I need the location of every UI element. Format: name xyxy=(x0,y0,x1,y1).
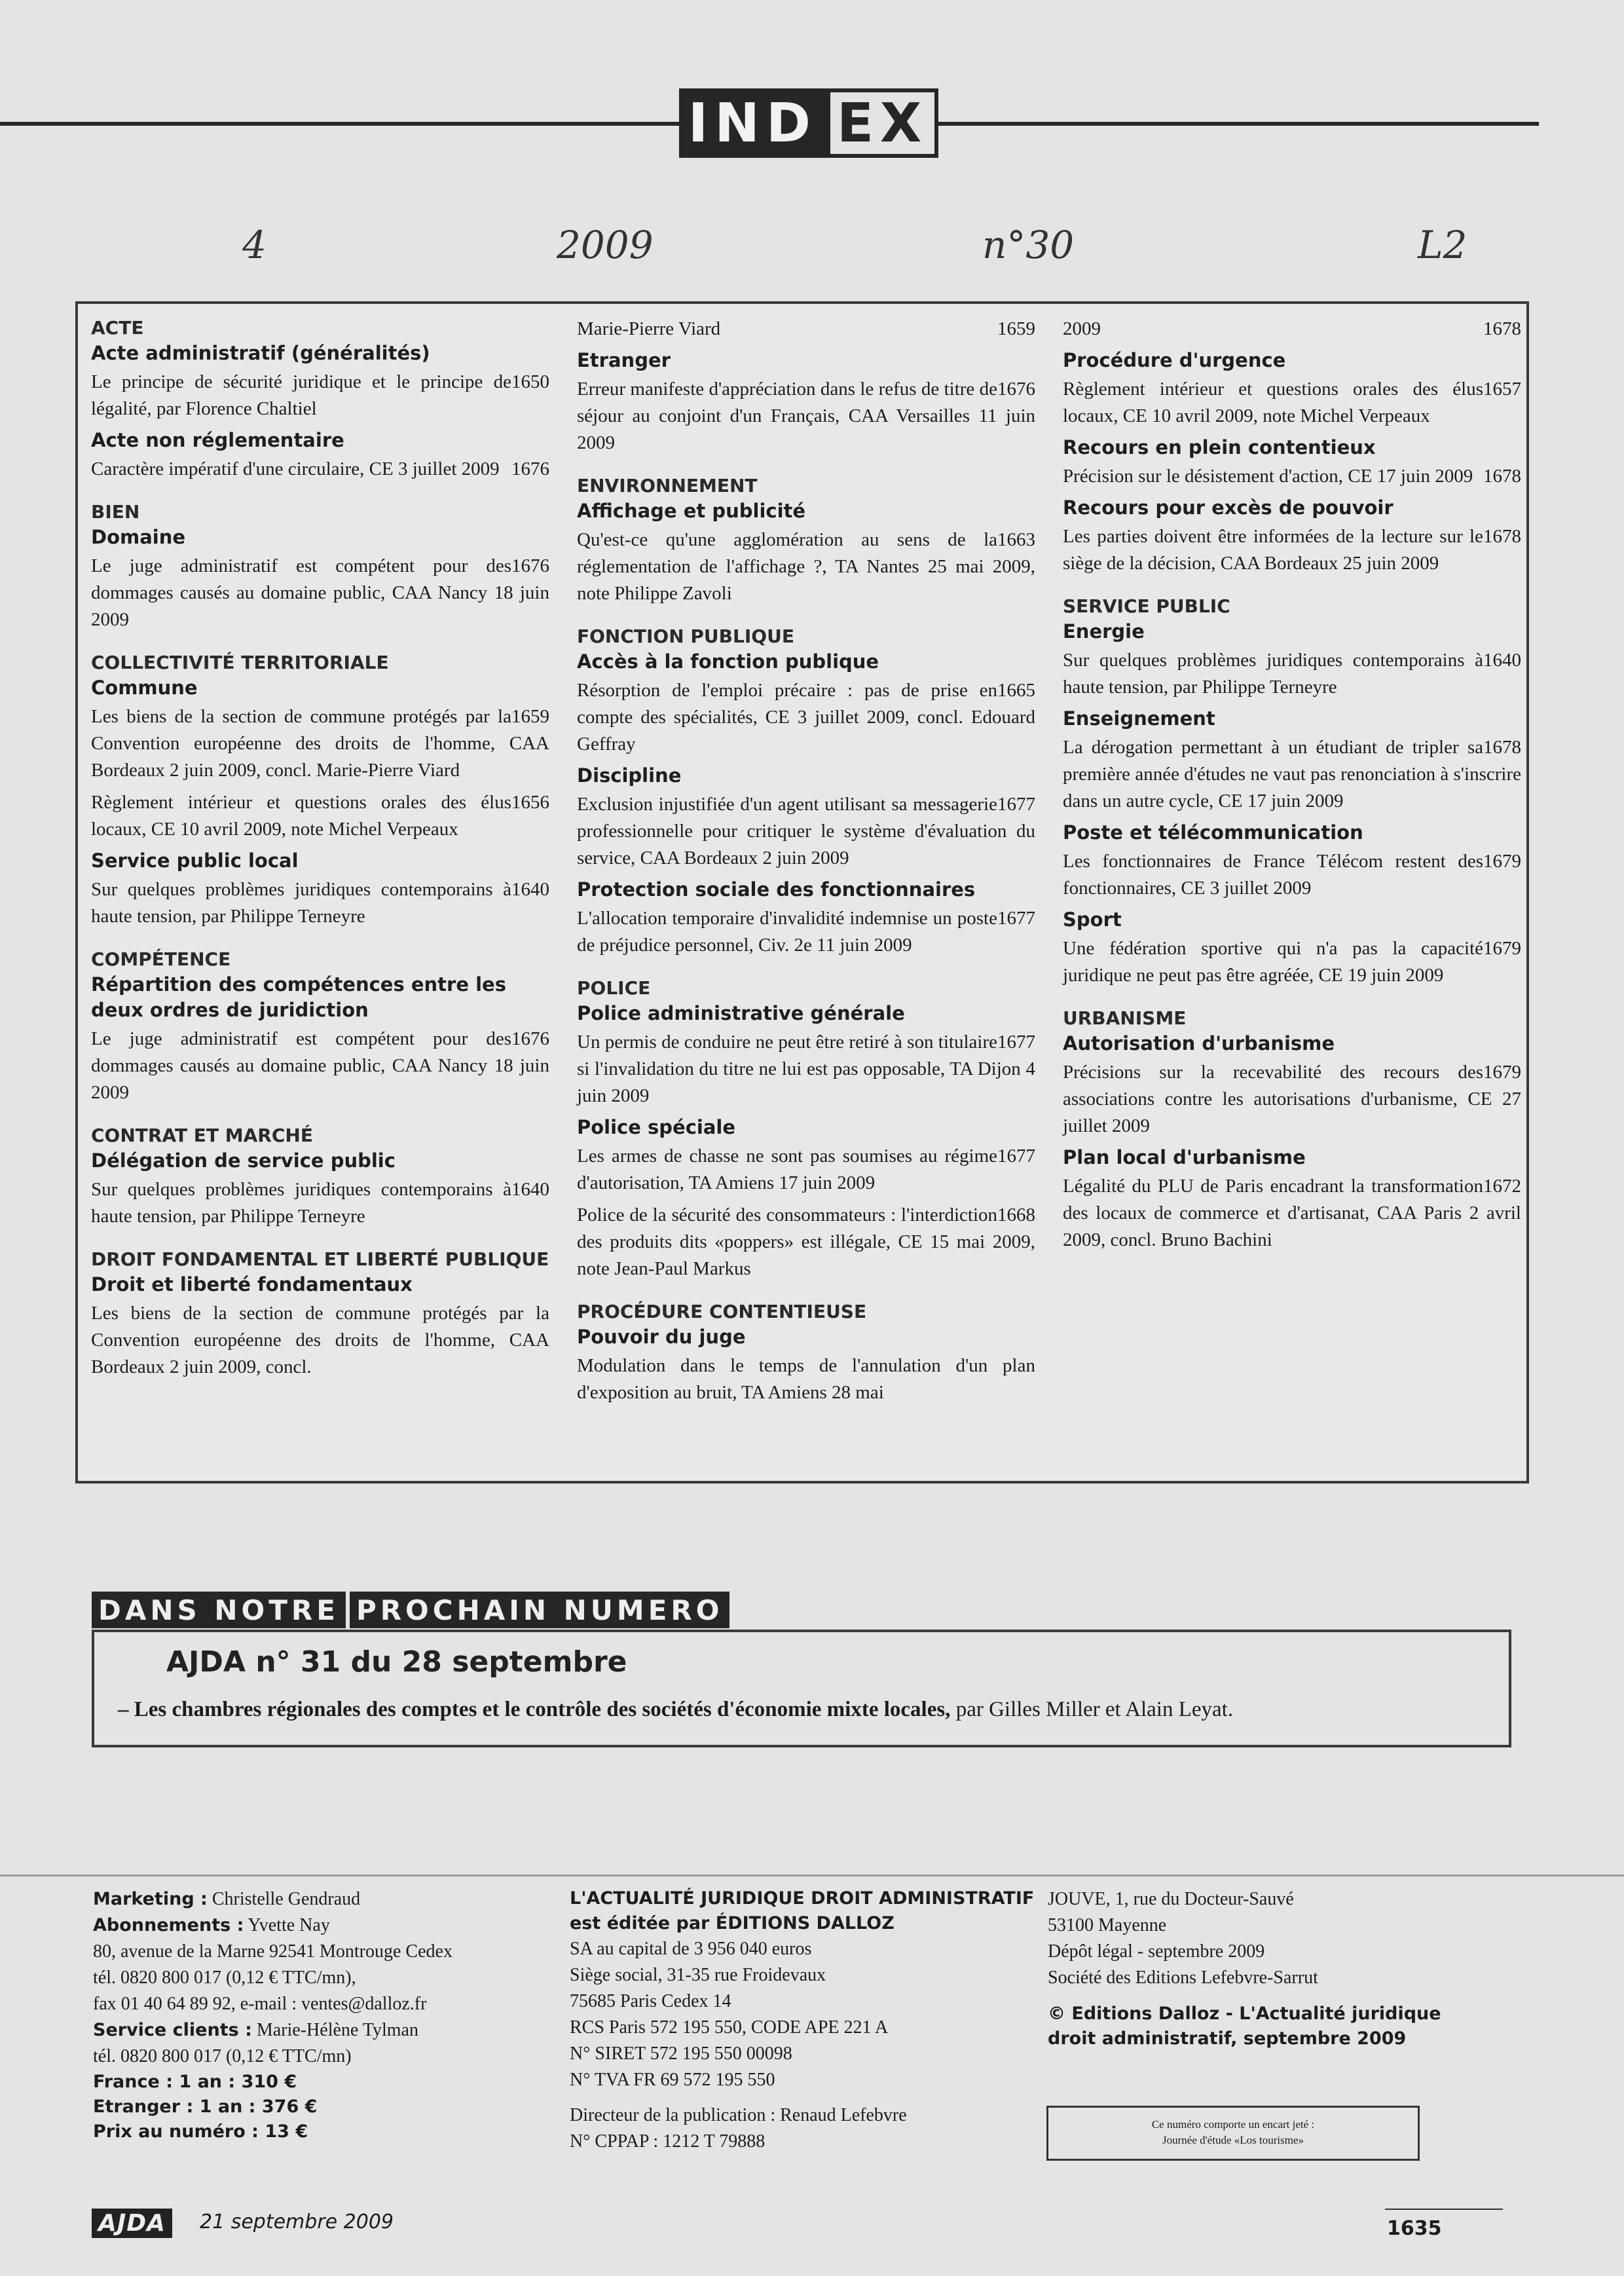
index-subheading: Domaine xyxy=(91,526,186,548)
clients-label: Service clients : xyxy=(93,2020,252,2040)
index-section-heading: CONTRAT ET MARCHÉ xyxy=(91,1125,313,1146)
publisher-rcs: RCS Paris 572 195 550, CODE APE 221 A xyxy=(570,2017,889,2038)
index-entry xyxy=(577,1029,1035,1110)
index-entry-page: 1676 xyxy=(511,1028,549,1049)
index-entry xyxy=(1063,523,1521,577)
clients-phone: tél. 0820 800 017 (0,12 € TTC/mn) xyxy=(93,2046,352,2066)
index-title xyxy=(688,88,929,158)
index-column-3 xyxy=(1063,316,1521,1259)
copyright-line-1: © Editions Dalloz - L'Actualité juridique xyxy=(1048,2004,1441,2024)
index-section-heading: COMPÉTENCE xyxy=(91,948,231,970)
publisher-siret: N° SIRET 572 195 550 00098 xyxy=(570,2043,792,2064)
index-entry-text: Le principe de sécurité juridique et le principe de légalité, par Florence Chaltiel xyxy=(91,371,511,419)
index-entry xyxy=(1063,463,1521,490)
index-section-heading: SERVICE PUBLIC xyxy=(1063,595,1230,617)
index-entry-page: 1640 xyxy=(1483,650,1521,671)
index-entry xyxy=(577,1143,1035,1197)
footer-contacts xyxy=(93,1886,578,2144)
index-subheading: Plan local d'urbanisme xyxy=(1063,1146,1306,1168)
footer-rule xyxy=(0,1875,1624,1876)
next-issue-article xyxy=(118,1698,1233,1722)
index-entry-page: 1659 xyxy=(511,706,549,727)
index-entry xyxy=(91,876,549,930)
next-issue-label-b: PROCHAIN NUMERO xyxy=(350,1592,730,1628)
printer-address: JOUVE, 1, rue du Docteur-Sauvé xyxy=(1048,1889,1294,1909)
ajda-logo: AJDA xyxy=(92,2209,172,2238)
index-subheading: Energie xyxy=(1063,620,1145,643)
index-entry-page: 1668 xyxy=(997,1204,1035,1225)
index-entry xyxy=(577,527,1035,607)
abonnements-label: Abonnements : xyxy=(93,1915,244,1935)
index-entry-page: 1676 xyxy=(511,458,549,479)
index-section-heading: ACTE xyxy=(91,317,144,339)
index-entry-page: 1640 xyxy=(511,879,549,900)
copyright-line-2: droit administratif, septembre 2009 xyxy=(1048,2028,1407,2049)
index-subheading: Pouvoir du juge xyxy=(577,1326,746,1348)
index-entry xyxy=(577,905,1035,959)
index-subheading: Droit et liberté fondamentaux xyxy=(91,1273,413,1296)
handwritten-note-1: 4 xyxy=(242,223,267,267)
index-entry-page: 1679 xyxy=(1483,938,1521,959)
index-entry-text: Une fédération sportive qui n'a pas la capacité juridique ne peut pas être agréée, CE 19 juin 2009 xyxy=(1063,938,1483,986)
index-entry-page: 1676 xyxy=(997,379,1035,400)
index-entry xyxy=(91,1300,549,1381)
index-subheading: Commune xyxy=(91,677,198,699)
index-entry xyxy=(1063,1059,1521,1140)
index-subheading: Procédure d'urgence xyxy=(1063,349,1286,371)
publisher-city: 75685 Paris Cedex 14 xyxy=(570,1991,731,2011)
index-entry xyxy=(577,1353,1035,1406)
index-entry xyxy=(577,677,1035,758)
index-entry-page: 1679 xyxy=(1483,851,1521,872)
index-subheading: Accès à la fonction publique xyxy=(577,650,879,673)
index-entry-text: Le juge administratif est compétent pour des dommages causés au domaine public, CAA Nancy 18 juin 2009 xyxy=(91,555,549,630)
index-entry-text: Le juge administratif est compétent pour des dommages causés au domaine public, CAA Nancy 18 juin 2009 xyxy=(91,1028,549,1103)
clients-name: Marie-Hélène Tylman xyxy=(251,2020,418,2040)
index-entry-text: Caractère impératif d'une circulaire, CE 3 juillet 2009 xyxy=(91,458,500,479)
insert-notice xyxy=(1046,2106,1420,2161)
index-entry xyxy=(577,316,1035,343)
index-entry-text: Erreur manifeste d'appréciation dans le refus de titre de séjour au conjoint d'un Français, CAA Versailles 11 juin 2009 xyxy=(577,379,1035,453)
insert-notice-line-1: Ce numéro comporte un encart jeté : xyxy=(1151,2118,1315,2131)
index-entry-text: Exclusion injustifiée d'un agent utilisant sa messagerie professionnelle pour critiquer le système d'évaluation du service, CAA Bordeaux 2 juin 2009 xyxy=(577,794,1035,868)
index-entry-page: 1678 xyxy=(1483,318,1521,339)
legal-deposit: Dépôt légal - septembre 2009 xyxy=(1048,1941,1265,1962)
handwritten-note-2: 2009 xyxy=(557,223,654,267)
publisher-seat: Siège social, 31-35 rue Froidevaux xyxy=(570,1965,826,1985)
index-entry-page: 1650 xyxy=(511,371,549,392)
publication-director: Directeur de la publication : Renaud Lefebvre xyxy=(570,2105,907,2125)
index-entry-page: 1665 xyxy=(997,680,1035,701)
index-entry-page: 1672 xyxy=(1483,1176,1521,1197)
index-entry xyxy=(91,1026,549,1106)
next-issue-title: AJDA n° 31 du 28 septembre xyxy=(166,1645,627,1679)
index-column-2 xyxy=(577,316,1035,1411)
index-entry-text: Les armes de chasse ne sont pas soumises au régime d'autorisation, TA Amiens 17 juin 2009 xyxy=(577,1146,997,1193)
index-entry-text: Légalité du PLU de Paris encadrant la transformation des locaux de commerce et d'artisanat, CAA Paris 2 avril 2009, concl. Bruno Bachini xyxy=(1063,1176,1521,1250)
index-section-heading: ENVIRONNEMENT xyxy=(577,475,758,496)
index-entry-text: Précisions sur la recevabilité des recours des associations contre les autorisations d'urbanisme, CE 27 juillet 2009 xyxy=(1063,1062,1521,1136)
next-issue-article-authors: par Gilles Miller et Alain Leyat. xyxy=(950,1698,1234,1721)
index-entry-page: 1679 xyxy=(1483,1062,1521,1083)
index-subheading: Poste et télécommunication xyxy=(1063,821,1363,844)
index-entry-text: Marie-Pierre Viard xyxy=(577,318,721,339)
index-entry xyxy=(91,1176,549,1230)
index-entry xyxy=(91,703,549,784)
index-entry xyxy=(91,553,549,633)
abonnements-name: Yvette Nay xyxy=(244,1915,330,1935)
price-issue: Prix au numéro : 13 € xyxy=(93,2121,308,2142)
index-entry-text: Sur quelques problèmes juridiques contemporains à haute tension, par Philippe Terneyre xyxy=(91,879,511,927)
index-subheading: Enseignement xyxy=(1063,707,1215,730)
index-entry-text: Qu'est-ce qu'une agglomération au sens de la réglementation de l'affichage ?, TA Nantes 25 mai 2009, note Philippe Zavoli xyxy=(577,529,1035,604)
index-subheading: Police administrative générale xyxy=(577,1002,905,1024)
index-subheading: Répartition des compétences entre les deux ordres de juridiction xyxy=(91,973,506,1021)
index-section-heading: BIEN xyxy=(91,501,140,523)
publisher-capital: SA au capital de 3 956 040 euros xyxy=(570,1939,812,1959)
index-entry-page: 1678 xyxy=(1483,466,1521,487)
marketing-label: Marketing : xyxy=(93,1889,208,1909)
next-issue-label-a: DANS NOTRE xyxy=(92,1592,346,1628)
index-entry-text: La dérogation permettant à un étudiant de tripler sa première année d'études ne vaut pas renonciation à s'inscrire dans un autre cycle, CE 17 juin 2009 xyxy=(1063,737,1521,812)
index-entry xyxy=(1063,935,1521,989)
index-column-1 xyxy=(91,316,549,1386)
index-entry-text: Sur quelques problèmes juridiques contemporains à haute tension, par Philippe Terneyre xyxy=(1063,650,1483,698)
index-entry xyxy=(1063,647,1521,701)
index-entry-page: 1678 xyxy=(1483,526,1521,547)
index-entry-text: Règlement intérieur et questions orales des élus locaux, CE 10 avril 2009, note Michel Verpeaux xyxy=(91,792,511,840)
index-entry xyxy=(1063,848,1521,902)
index-entry xyxy=(91,369,549,422)
index-section-heading: URBANISME xyxy=(1063,1007,1187,1029)
index-frame xyxy=(75,301,1529,1483)
abonnements-fax-email: fax 01 40 64 89 92, e-mail : ventes@dalloz.fr xyxy=(93,1994,427,2014)
index-entry-text: L'allocation temporaire d'invalidité indemnise un poste de préjudice personnel, Civ. 2e 11 juin 2009 xyxy=(577,908,997,956)
index-entry-page: 1677 xyxy=(997,908,1035,929)
index-section-heading: COLLECTIVITÉ TERRITORIALE xyxy=(91,652,389,673)
index-title-dark: IND xyxy=(679,88,826,158)
abonnements-address: 80, avenue de la Marne 92541 Montrouge Cedex xyxy=(93,1941,452,1962)
index-entry xyxy=(1063,1173,1521,1254)
next-issue-box xyxy=(92,1630,1511,1747)
publisher-company: Société des Editions Lefebvre-Sarrut xyxy=(1048,1968,1318,1988)
index-entry xyxy=(91,789,549,843)
index-subheading: Protection sociale des fonctionnaires xyxy=(577,878,976,901)
index-section-heading: FONCTION PUBLIQUE xyxy=(577,625,794,647)
index-entry-text: Modulation dans le temps de l'annulation d'un plan d'exposition au bruit, TA Amiens 28 mai xyxy=(577,1355,1035,1403)
index-entry xyxy=(91,456,549,483)
next-issue-banner xyxy=(92,1592,729,1628)
index-subheading: Etranger xyxy=(577,349,671,371)
publication-cppap: N° CPPAP : 1212 T 79888 xyxy=(570,2131,766,2152)
index-subheading: Délégation de service public xyxy=(91,1149,396,1172)
publication-name: L'ACTUALITÉ JURIDIQUE DROIT ADMINISTRATIF xyxy=(570,1888,1035,1909)
index-subheading: Service public local xyxy=(91,849,299,872)
index-subheading: Acte administratif (généralités) xyxy=(91,342,430,364)
printer-city: 53100 Mayenne xyxy=(1048,1915,1167,1935)
index-entry-text: Les biens de la section de commune protégés par la Convention européenne des droits de l'homme, CAA Bordeaux 2 juin 2009, concl. Marie-Pierre Viard xyxy=(91,706,549,781)
marketing-name: Christelle Gendraud xyxy=(207,1889,361,1909)
index-subheading: Recours pour excès de pouvoir xyxy=(1063,496,1393,519)
index-entry-page: 1656 xyxy=(511,792,549,813)
index-entry-text: Les fonctionnaires de France Télécom restent des fonctionnaires, CE 3 juillet 2009 xyxy=(1063,851,1483,899)
index-entry-page: 1677 xyxy=(997,1146,1035,1166)
index-entry-page: 1678 xyxy=(1483,737,1521,758)
index-entry-text: Règlement intérieur et questions orales des élus locaux, CE 10 avril 2009, note Michel Verpeaux xyxy=(1063,379,1483,426)
index-entry xyxy=(1063,376,1521,430)
index-entry-text: Police de la sécurité des consommateurs : l'interdiction des produits dits «poppers» est illégale, CE 15 mai 2009, note Jean-Paul Markus xyxy=(577,1204,1035,1279)
index-entry-text: Les parties doivent être informées de la lecture sur le siège de la décision, CAA Bordeaux 25 juin 2009 xyxy=(1063,526,1483,574)
handwritten-note-4: L2 xyxy=(1418,223,1467,267)
next-issue-article-title: – Les chambres régionales des comptes et le contrôle des sociétés d'économie mixte locales, xyxy=(118,1698,951,1721)
index-entry xyxy=(577,376,1035,457)
index-section-heading: POLICE xyxy=(577,977,651,999)
index-section-heading: DROIT FONDAMENTAL ET LIBERTÉ PUBLIQUE xyxy=(91,1248,549,1270)
index-subheading: Affichage et publicité xyxy=(577,500,806,522)
index-entry-page: 1677 xyxy=(997,1032,1035,1053)
index-entry-page: 1663 xyxy=(997,529,1035,550)
index-entry-page: 1659 xyxy=(997,318,1035,339)
index-subheading: Recours en plein contentieux xyxy=(1063,436,1376,458)
index-entry-text: Les biens de la section de commune protégés par la Convention européenne des droits de l'homme, CAA Bordeaux 2 juin 2009, concl. xyxy=(91,1303,549,1377)
index-entry-text: 2009 xyxy=(1063,318,1101,339)
index-entry-page: 1676 xyxy=(511,555,549,576)
index-entry xyxy=(577,791,1035,872)
index-subheading: Sport xyxy=(1063,908,1122,931)
index-entry-page: 1657 xyxy=(1483,379,1521,400)
index-entry xyxy=(577,1202,1035,1282)
page-number-rule xyxy=(1385,2209,1503,2210)
page-number: 1635 xyxy=(1387,2217,1442,2240)
price-etranger: Etranger : 1 an : 376 € xyxy=(93,2097,318,2117)
index-entry-text: Sur quelques problèmes juridiques contemporains à haute tension, par Philippe Terneyre xyxy=(91,1179,511,1227)
index-subheading: Police spéciale xyxy=(577,1116,736,1138)
index-title-light: EX xyxy=(826,88,938,158)
index-entry-page: 1677 xyxy=(997,794,1035,815)
index-entry-text: Un permis de conduire ne peut être retiré à son titulaire si l'invalidation du titre ne lui est pas opposable, TA Dijon 4 juin 2009 xyxy=(577,1032,1035,1106)
footer-printer xyxy=(1048,1886,1519,2051)
footer-publisher xyxy=(570,1886,1041,2155)
index-subheading: Discipline xyxy=(577,764,682,787)
handwritten-note-3: n°30 xyxy=(982,223,1075,267)
index-subheading: Autorisation d'urbanisme xyxy=(1063,1032,1335,1054)
index-entry-text: Résorption de l'emploi précaire : pas de prise en compte des spécialités, CE 3 juillet 2009, concl. Edouard Geffray xyxy=(577,680,1035,755)
index-entry-text: Précision sur le désistement d'action, CE 17 juin 2009 xyxy=(1063,466,1473,487)
index-subheading: Acte non réglementaire xyxy=(91,429,344,451)
issue-date: 21 septembre 2009 xyxy=(200,2211,394,2233)
abonnements-phone: tél. 0820 800 017 (0,12 € TTC/mn), xyxy=(93,1968,356,1988)
index-entry-page: 1640 xyxy=(511,1179,549,1200)
price-france: France : 1 an : 310 € xyxy=(93,2072,297,2092)
index-entry xyxy=(1063,316,1521,343)
insert-notice-line-2: Journée d'étude «Los tourisme» xyxy=(1162,2134,1304,2146)
index-entry xyxy=(1063,734,1521,815)
index-section-heading: PROCÉDURE CONTENTIEUSE xyxy=(577,1301,867,1322)
publisher-name: est éditée par ÉDITIONS DALLOZ xyxy=(570,1913,895,1933)
publisher-tva: N° TVA FR 69 572 195 550 xyxy=(570,2070,775,2090)
